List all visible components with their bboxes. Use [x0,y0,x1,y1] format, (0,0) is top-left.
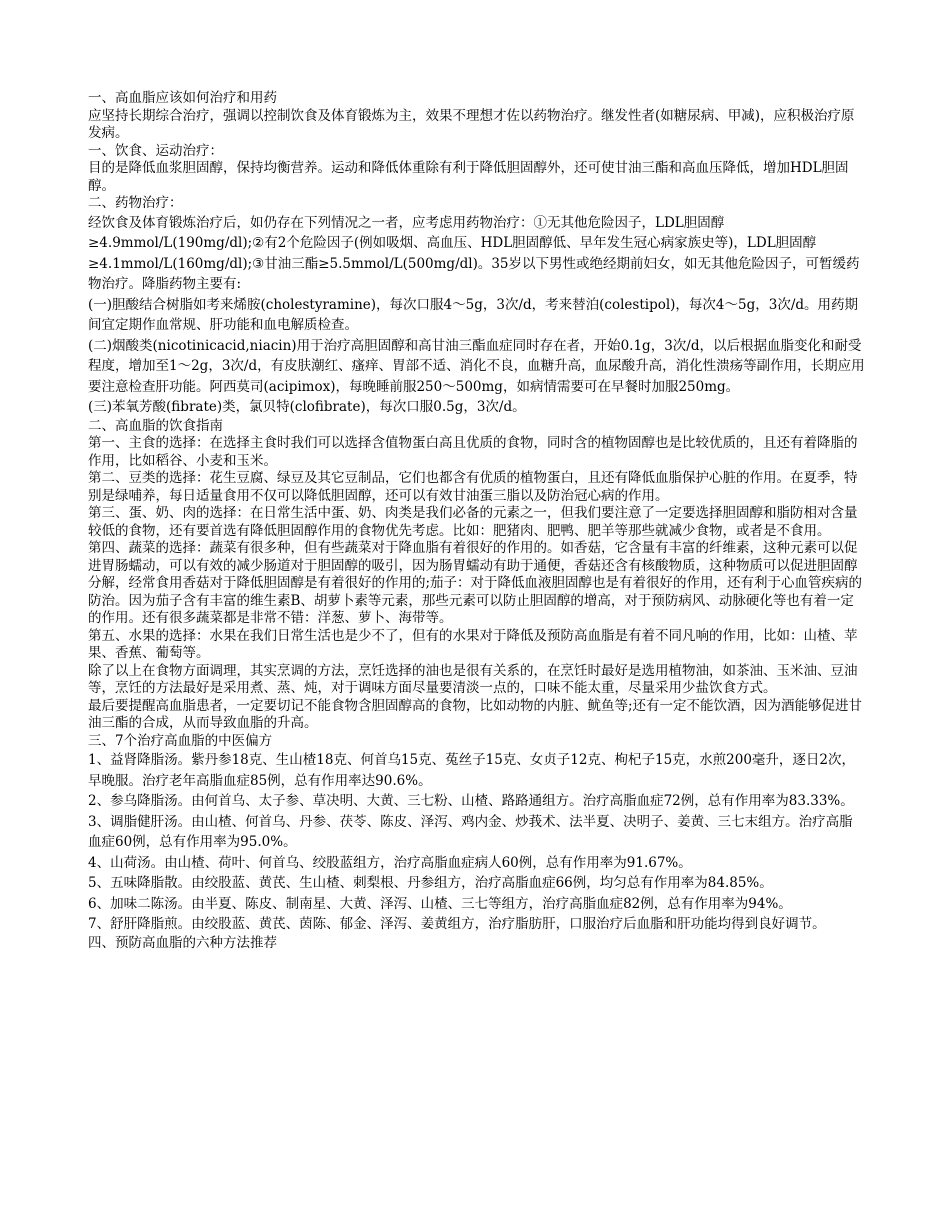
remedy-item: 6、加味二陈汤。由半夏、陈皮、制南星、大黄、泽泻、山楂、三七等组方，治疗高脂血症82例，总有作用率为94%。 [88,895,792,912]
diet-guide-egg-milk-meat: 第三、蛋、奶、肉的选择：在日常生活中蛋、奶、肉类是我们必备的元素之一，但我们要注意了一定要选择胆固醇和脂防相对含量较低的食物，还有要首选有降低胆固醇作用的食物优先考虑。比如：肥猪肉、肥鸭、肥羊等那些就减少食物，或者是不食用。 [88,505,858,539]
diet-guide-cooking: 除了以上在食物方面调理，其实烹调的方法，烹饪选择的油也是很有关系的，在烹饪时最好是选用植物油，如茶油、玉米油、豆油等，烹饪的方法最好是采用煮、蒸、炖，对于调味方面尽量要清淡一点的，口味不能太重，尽量采用少盐饮食方式。 [88,662,858,696]
diet-guide-beans: 第二、豆类的选择：花生豆腐、绿豆及其它豆制品，它们也都含有优质的植物蛋白，且还有降低血脂保护心脏的作用。在夏季，特别是绿哺养，每日适量食用不仅可以降低胆固醇，还可以有效甘油蛋三脂以及防治冠心病的作用。 [88,470,858,504]
section-3-title: 三、7个治疗高血脂的中医偏方 [88,732,273,749]
remedy-item: 1、益肾降脂汤。紫丹参18克、生山楂18克、何首乌15克、菟丝子15克、女贞子12克、枸杞子15克，水煎200毫升，逐日2次，早晚服。治疗老年高脂血症85例，总有作用率达90.6%。 [88,752,856,789]
section-4-title: 四、预防高血脂的六种方法推荐 [88,934,277,951]
drug-therapy-text: 经饮食及体育锻炼治疗后，如仍存在下列情况之一者，应考虑用药物治疗：①无其他危险因子，LDL胆固醇≥4.9mmol/L(190mg/dl);②有2个危险因子(例如吸烟、高血压、HDL胆固醇低、早年发生冠心病家族史等)，LDL胆固醇≥4.1mmol/L(160mg/dl);③甘油三酯≥5.5mmol/L(500mg/dl)。35岁以下男性或绝经期前妇女，如无其他危险因子，可暂缓药物治疗。降脂药物主要有: [88,214,860,292]
diet-therapy-title: 一、饮食、运动治疗： [88,142,223,159]
section-1-title: 一、高血脂应该如何治疗和用药 [88,90,277,106]
remedy-item: 4、山荷汤。由山楂、荷叶、何首乌、绞股蓝组方，治疗高脂血症病人60例，总有作用率为91.67%。 [88,854,692,871]
diet-guide-staple: 第一、主食的选择：在选择主食时我们可以选择含值物蛋白高且优质的食物，同时含的植物固醇也是比较优质的，且还有着降脂的作用，比如稻谷、小麦和玉米。 [88,435,858,469]
remedy-item: 7、舒肝降脂煎。由绞股蓝、黄芪、茵陈、郁金、泽泻、姜黄组方，治疗脂肪肝，口服治疗后血脂和肝功能均得到良好调节。 [88,916,826,932]
diet-guide-vegetables: 第四、蔬菜的选择：蔬菜有很多种，但有些蔬菜对于降血脂有着很好的作用的。如香菇，它含量有丰富的纤维素，这种元素可以促进胃肠蠕动，可以有效的减少肠道对于胆固醇的吸引，因为肠胃蠕动有助于通便，香菇还含有核酸物质，这种物质可以促进胆固醇分解，经常食用香菇对于降低胆固醇是有着很好的作用的;茄子：对于降低血液胆固醇也是有着很好的作用，还有利于心血管疾病的防治。因为茄子含有丰富的维生素B、胡萝卜素等元素，那些元素可以防止胆固醇的增高，对于预防病风、动脉硬化等也有着一定的作用。还有很多蔬菜都是非常不错：洋葱、萝卜、海带等。 [88,540,863,626]
remedy-item: 3、调脂健肝汤。由山楂、何首乌、丹参、茯苓、陈皮、泽泻、鸡内金、炒莪术、法半夏、决明子、姜黄、三七末组方。治疗高脂血症60例，总有作用率为95.0%。 [88,813,853,850]
diet-therapy-text: 目的是降低血浆胆固醇，保持均衡营养。运动和降低体重除有利于降低胆固醇外，还可使甘油三酯和高血压降低，增加HDL胆固醇。 [88,160,849,194]
drug-item-3: (三)苯氧芳酸(fibrate)类，氯贝特(clofibrate)，每次口服0.5g，3次/d。 [88,399,526,415]
remedy-item: 5、五味降脂散。由绞股蓝、黄芪、生山楂、刺梨根、丹参组方，治疗高脂血症66例，均匀总有作用率为84.85%。 [88,875,773,891]
section-1-intro: 应坚持长期综合治疗，强调以控制饮食及体育锻炼为主，效果不理想才佐以药物治疗。继发性者(如糖尿病、甲减)，应积极治疗原发病。 [88,107,855,141]
remedy-item: 2、参乌降脂汤。由何首乌、太子参、草决明、大黄、三七粉、山楂、路路通组方。治疗高脂血症72例，总有作用率为83.33%。 [88,793,854,809]
diet-guide-fruits: 第五、水果的选择：水果在我们日常生活也是少不了，但有的水果对于降低及预防高血脂是有着不同凡响的作用，比如：山楂、苹果、香蕉、葡萄等。 [88,627,858,661]
document-body [88,90,866,952]
section-2-title: 二、高血脂的饮食指南 [88,417,223,434]
drug-item-2: (二)烟酸类(nicotinicacid,niacin)用于治疗高胆固醇和高甘油三酯血症同时存在者，开始0.1g，3次/d，以后根据血脂变化和耐受程度，增加至1～2g，3次/d，有皮肤潮红、瘙痒、胃部不适、消化不良，血糖升高，血尿酸升高，消化性溃疡等副作用，长期应用要注意检查肝功能。阿西莫司(acipimox)，每晚睡前服250～500mg，如病情需要可在早餐时加服250mg。 [88,337,865,395]
drug-item-1: (一)胆酸结合树脂如考来烯胺(cholestyramine)，每次口服4～5g，3次/d，考来替泊(colestipol)，每次4～5g，3次/d。用药期间宜定期作血常规、肝功能和血电解质检查。 [88,296,859,333]
diet-guide-reminder: 最后要提醒高血脂患者，一定要切记不能食物含胆固醇高的食物，比如动物的内脏、鱿鱼等;还有一定不能饮酒，因为酒能够促进甘油三酯的合成，从而导致血脂的升高。 [88,697,863,731]
drug-therapy-title: 二、药物治疗： [88,195,183,211]
